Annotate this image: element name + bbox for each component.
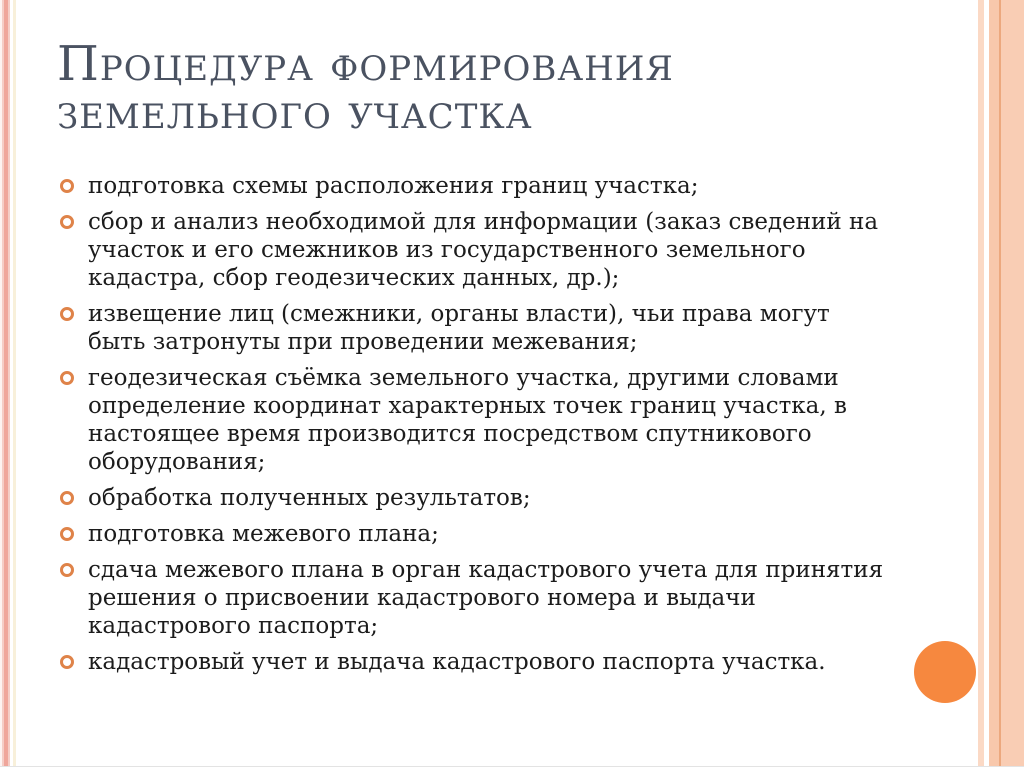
bullet-circle-icon	[60, 563, 74, 577]
list-item	[57, 300, 892, 356]
bullet-circle-icon	[60, 215, 74, 229]
orange-circle-decoration	[914, 641, 976, 703]
right-stripe-border	[978, 0, 1024, 766]
bullet-circle-icon	[60, 179, 74, 193]
bullet-circle-icon	[60, 655, 74, 669]
list-item-text: извещение лиц (смежники, органы власти), чьи права могут быть затронуты при проведении межевания;	[88, 301, 830, 355]
right-stripe-3	[989, 0, 999, 766]
list-item	[57, 364, 892, 476]
list-item	[57, 172, 892, 200]
list-item-text: подготовка схемы расположения границ участка;	[88, 173, 699, 199]
list-item-text: геодезическая съёмка земельного участка, другими словами определение координат характерных точек границ участка, в настоящее время производится посредством спутникового оборудования;	[88, 365, 847, 475]
list-item	[57, 520, 892, 548]
left-stripe-border	[0, 0, 16, 766]
list-item	[57, 484, 892, 512]
list-item	[57, 208, 892, 292]
bullet-circle-icon	[60, 527, 74, 541]
list-item-text: подготовка межевого плана;	[88, 521, 439, 547]
list-item-text: обработка полученных результатов;	[88, 485, 531, 511]
list-item	[57, 648, 892, 676]
left-stripe-6	[13, 0, 16, 766]
list-item	[57, 556, 892, 640]
right-stripe-5	[1001, 0, 1024, 766]
list-item-text: сдача межевого плана в орган кадастрового учета для принятия решения о присвоении кадастрового номера и выдачи кадастрового паспорта;	[88, 557, 884, 639]
list-item-text: сбор и анализ необходимой для информации (заказ сведений на участок и его смежников из государственного земельного кадастра, сбор геодезических данных, др.);	[88, 209, 879, 291]
bullet-circle-icon	[60, 491, 74, 505]
bullet-circle-icon	[60, 307, 74, 321]
list-item-text: кадастровый учет и выдача кадастрового паспорта участка.	[88, 649, 826, 675]
slide-title: Процедура формирования земельного участка	[57, 36, 674, 140]
slide-content	[57, 0, 917, 684]
bullet-circle-icon	[60, 371, 74, 385]
bullet-list	[57, 172, 892, 676]
